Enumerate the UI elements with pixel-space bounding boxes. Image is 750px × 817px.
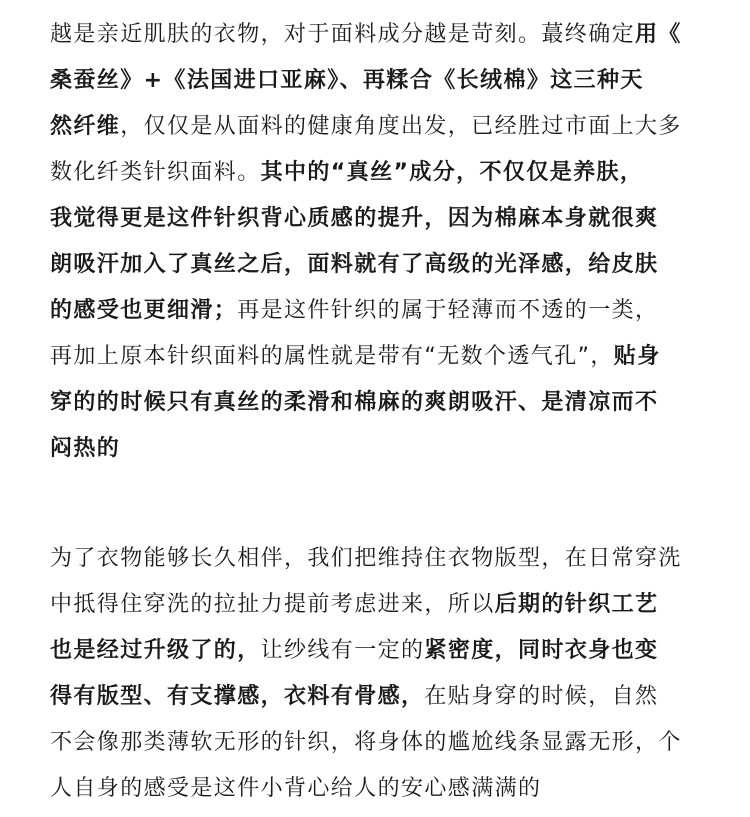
text-line [50, 426, 710, 472]
paragraph [50, 536, 710, 812]
text-segment: 在贴身穿的时候，自然 [424, 684, 659, 709]
text-line [50, 288, 710, 334]
bold-text-segment: 朗吸汗加入了真丝之后，面料就有了高级的光泽感，给皮肤 [50, 252, 659, 277]
bold-text-segment: 也是经过升级了的， [50, 638, 261, 663]
text-line [50, 674, 710, 720]
paragraph [50, 12, 710, 472]
text-segment: ，仅仅是从面料的健康角度出发，已经胜过市面上大多 [120, 114, 682, 139]
bold-text-segment: 其中的“真丝”成分，不仅仅是养肤， [260, 160, 644, 185]
text-segment: 越是亲近肌肤的衣物，对于面料成分越是苛刻。蕞终确定 [50, 22, 636, 47]
text-line [50, 628, 710, 674]
text-line [50, 58, 710, 104]
text-segment: 再是这件针织的属于轻薄而不透的一类， [237, 298, 659, 323]
text-segment: 为了衣物能够长久相伴，我们把维持住衣物版型，在日常穿洗 [50, 546, 682, 571]
bold-text-segment: 后期的针织工艺 [494, 592, 659, 617]
bold-text-segment: 我觉得更是这件针织背心质感的提升，因为棉麻本身就很爽 [50, 206, 659, 231]
bold-text-segment: 用《 [635, 22, 682, 47]
text-segment: 中抵得住穿洗的拉扯力提前考虑进来，所以 [50, 592, 495, 617]
bold-text-segment: 紧密度，同时衣身也变 [424, 638, 659, 663]
article-body [50, 12, 710, 812]
paragraph-gap [50, 472, 710, 536]
text-line [50, 196, 710, 242]
bold-text-segment: 的感受也更细滑； [50, 298, 238, 323]
text-line [50, 536, 710, 582]
text-line [50, 150, 710, 196]
text-line [50, 582, 710, 628]
text-line [50, 720, 710, 766]
text-line [50, 766, 710, 812]
bold-text-segment: 得有版型、有支撑感，衣料有骨感， [50, 684, 425, 709]
bold-text-segment: 穿的的时候只有真丝的柔滑和棉麻的爽朗吸汗、是清凉而不 [50, 390, 659, 415]
text-line [50, 12, 710, 58]
bold-text-segment: 贴身 [613, 344, 661, 369]
text-segment: 人自身的感受是这件小背心给人的安心感满满的 [50, 776, 542, 801]
text-segment: 再加上原本针织面料的属性就是带有“无数个透气孔”， [50, 344, 614, 369]
text-line [50, 334, 710, 380]
text-line [50, 380, 710, 426]
text-line [50, 104, 710, 150]
bold-text-segment: 然纤维 [50, 114, 121, 139]
bold-text-segment: 闷热的 [50, 436, 121, 461]
text-segment: 让纱线有一定的 [260, 638, 425, 663]
text-line [50, 242, 710, 288]
text-segment: 不会像那类薄软无形的针织，将身体的尴尬线条显露无形，个 [50, 730, 682, 755]
bold-text-segment: 桑蚕丝》+《法国进口亚麻》、再糅合《长绒棉》这三种天 [50, 68, 644, 93]
text-segment: 数化纤类针织面料。 [50, 160, 261, 185]
